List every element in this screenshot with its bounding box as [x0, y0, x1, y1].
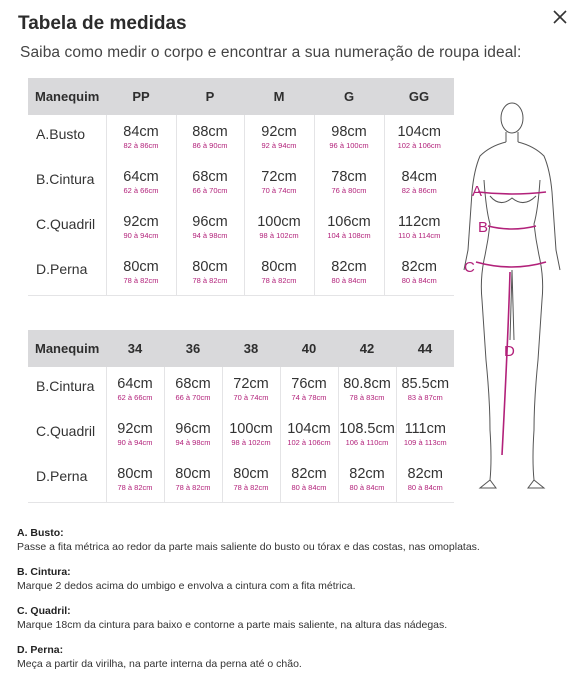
table-cell [106, 457, 164, 502]
table-cell [106, 412, 164, 457]
table-cell [338, 457, 396, 502]
measurement-range: 98 à 102cm [231, 438, 271, 447]
table-cell [176, 115, 244, 160]
table-cell [106, 250, 176, 295]
measurement-range: 96 à 100cm [329, 141, 369, 150]
measurement-value: 82cm [291, 466, 327, 482]
table-cell [244, 160, 314, 205]
column-header: GG [384, 78, 454, 115]
measurement-value: 88cm [192, 124, 228, 140]
note-text: Meça a partir da virilha, na parte interna da perna até o chão. [17, 658, 302, 670]
measurement-range: 90 à 94cm [123, 231, 159, 240]
table-cell [280, 367, 338, 412]
measurement-range: 78 à 82cm [117, 483, 153, 492]
table-cell [164, 367, 222, 412]
measurement-value: 72cm [233, 376, 269, 392]
note-text: Passe a fita métrica ao redor da parte mais saliente do busto ou tórax e das costas, nas omoplatas. [17, 541, 480, 553]
measurement-value: 80.8cm [343, 376, 391, 392]
row-label: D.Perna [28, 457, 106, 502]
measurement-value: 72cm [261, 169, 297, 185]
measurement-value: 100cm [257, 214, 301, 230]
measurement-value: 108.5cm [339, 421, 395, 437]
measurement-value: 92cm [261, 124, 297, 140]
table-header-label: Manequim [28, 330, 106, 367]
measurement-range: 102 à 106cm [287, 438, 331, 447]
measurement-value: 92cm [123, 214, 159, 230]
table-cell [338, 412, 396, 457]
table-cell [384, 250, 454, 295]
measurement-range: 98 à 102cm [259, 231, 299, 240]
measurement-value: 64cm [117, 376, 153, 392]
measurement-range: 78 à 82cm [261, 276, 297, 285]
column-header: PP [106, 78, 176, 115]
table-cell [338, 367, 396, 412]
page-subtitle: Saiba como medir o corpo e encontrar a sua numeração de roupa ideal: [20, 44, 522, 61]
table-cell [384, 115, 454, 160]
table-cell [280, 412, 338, 457]
table-cell [396, 367, 454, 412]
measurement-value: 112cm [398, 214, 441, 230]
note-text: Marque 2 dedos acima do umbigo e envolva a cintura com a fita métrica. [17, 580, 356, 592]
size-table-letters [28, 78, 454, 296]
figure-label-d: D [504, 343, 515, 360]
table-row [28, 457, 454, 502]
measurement-range: 106 à 110cm [345, 438, 389, 447]
measurement-value: 82cm [401, 259, 437, 275]
table-cell [314, 115, 384, 160]
column-header: 38 [222, 330, 280, 367]
note-title: A. Busto: [17, 527, 64, 539]
measurement-value: 80cm [117, 466, 153, 482]
measurement-value: 78cm [331, 169, 367, 185]
measurement-range: 66 à 70cm [192, 186, 228, 195]
measurement-value: 104cm [397, 124, 442, 140]
measurement-range: 78 à 82cm [175, 483, 211, 492]
column-header: G [314, 78, 384, 115]
row-label: B.Cintura [36, 378, 95, 394]
table-cell [164, 457, 222, 502]
measurement-value: 82cm [407, 466, 443, 482]
table-row [28, 160, 454, 205]
measurement-range: 83 à 87cm [407, 393, 443, 402]
measurement-range: 102 à 106cm [397, 141, 441, 150]
page-title: Tabela de medidas [18, 13, 187, 34]
table-header-label: Manequim [28, 78, 106, 115]
table-row [28, 115, 454, 160]
table-cell [106, 367, 164, 412]
figure-label-b: B [478, 219, 489, 236]
row-label: C.Quadril [36, 423, 96, 439]
measurement-value: 64cm [123, 169, 159, 185]
measurement-value: 96cm [175, 421, 211, 437]
row-label: C.Quadril [36, 216, 96, 232]
figure-label-a: A [472, 183, 483, 200]
row-label: A.Busto [36, 126, 86, 142]
measurement-range: 80 à 84cm [401, 276, 437, 285]
measurement-value: 84cm [401, 169, 437, 185]
table-cell [176, 160, 244, 205]
measurement-value: 96cm [192, 214, 228, 230]
table-cell [384, 205, 454, 250]
measurement-range: 82 à 86cm [401, 186, 437, 195]
table-cell [396, 457, 454, 502]
table-cell [396, 412, 454, 457]
size-table-numbers [28, 330, 454, 503]
measurement-value: 80cm [175, 466, 211, 482]
table-row [28, 205, 454, 250]
measurement-value: 104cm [287, 421, 331, 437]
table-cell [106, 205, 176, 250]
measurement-range: 66 à 70cm [175, 393, 211, 402]
measurement-value: 100cm [229, 421, 273, 437]
measurement-value: 111cm [404, 421, 446, 437]
table-header-row [28, 78, 454, 115]
table-cell [222, 457, 280, 502]
column-header: P [176, 78, 244, 115]
column-header: 34 [106, 330, 164, 367]
note-quadril [17, 605, 577, 632]
column-header: 44 [396, 330, 454, 367]
measurement-range: 78 à 82cm [123, 276, 159, 285]
column-header: M [244, 78, 314, 115]
table-row [28, 250, 454, 295]
measurement-value: 80cm [233, 466, 269, 482]
measurement-range: 78 à 82cm [192, 276, 228, 285]
table-row [28, 412, 454, 457]
measurement-value: 82cm [349, 466, 385, 482]
measurement-range: 94 à 98cm [192, 231, 228, 240]
measurement-instructions [17, 527, 577, 683]
note-busto [17, 527, 577, 554]
table-cell [106, 160, 176, 205]
measurement-range: 70 à 74cm [233, 393, 269, 402]
table-cell [314, 205, 384, 250]
measurement-range: 86 à 90cm [192, 141, 228, 150]
table-header-row [28, 330, 454, 367]
table-cell [384, 160, 454, 205]
measurement-range: 62 à 66cm [123, 186, 159, 195]
measurement-value: 68cm [192, 169, 228, 185]
table-cell [222, 367, 280, 412]
measurement-range: 104 à 108cm [327, 231, 371, 240]
table-row [28, 367, 454, 412]
note-text: Marque 18cm da cintura para baixo e contorne a parte mais saliente, na altura das nádegas. [17, 619, 448, 631]
row-label: B.Cintura [36, 171, 95, 187]
measurement-range: 94 à 98cm [175, 438, 211, 447]
column-header: 42 [338, 330, 396, 367]
measurement-range: 110 à 114cm [398, 231, 441, 240]
measurement-range: 78 à 83cm [349, 393, 385, 402]
measurement-value: 92cm [117, 421, 153, 437]
table-cell [106, 115, 176, 160]
table-cell [280, 457, 338, 502]
measurement-range: 70 à 74cm [261, 186, 297, 195]
figure-label-c: C [464, 259, 475, 276]
measurement-range: 80 à 84cm [349, 483, 385, 492]
measurement-range: 62 à 66cm [117, 393, 153, 402]
measurement-range: 80 à 84cm [407, 483, 443, 492]
note-perna [17, 644, 577, 671]
note-title: D. Perna: [17, 644, 64, 656]
table-cell [244, 250, 314, 295]
measurement-range: 74 à 78cm [291, 393, 327, 402]
measurement-range: 80 à 84cm [291, 483, 327, 492]
row-label: D.Perna [28, 250, 106, 295]
note-title: B. Cintura: [17, 566, 71, 578]
body-measurement-figure [450, 100, 581, 495]
table-cell [244, 115, 314, 160]
measurement-value: 85.5cm [401, 376, 450, 392]
table-cell [244, 205, 314, 250]
measurement-range: 109 à 113cm [403, 438, 447, 447]
table-cell [164, 412, 222, 457]
measurement-value: 106cm [327, 214, 371, 230]
measurement-range: 78 à 82cm [233, 483, 269, 492]
measurement-range: 82 à 86cm [123, 141, 159, 150]
note-cintura [17, 566, 577, 593]
measurement-value: 80cm [192, 259, 228, 275]
measurement-range: 92 à 94cm [261, 141, 297, 150]
note-title: C. Quadril: [17, 605, 71, 617]
measurement-value: 80cm [261, 259, 297, 275]
table-cell [314, 160, 384, 205]
measurement-value: 68cm [175, 376, 211, 392]
measurement-range: 90 à 94cm [117, 438, 153, 447]
column-header: 36 [164, 330, 222, 367]
close-icon[interactable] [549, 6, 571, 28]
measurement-range: 80 à 84cm [331, 276, 367, 285]
table-cell [176, 205, 244, 250]
measurement-value: 80cm [123, 259, 159, 275]
measurement-range: 76 à 80cm [331, 186, 367, 195]
measurement-value: 82cm [331, 259, 367, 275]
measurement-value: 84cm [123, 124, 159, 140]
table-cell [176, 250, 244, 295]
column-header: 40 [280, 330, 338, 367]
table-cell [222, 412, 280, 457]
measurement-value: 76cm [291, 376, 327, 392]
measurement-value: 98cm [331, 124, 367, 140]
table-cell [314, 250, 384, 295]
